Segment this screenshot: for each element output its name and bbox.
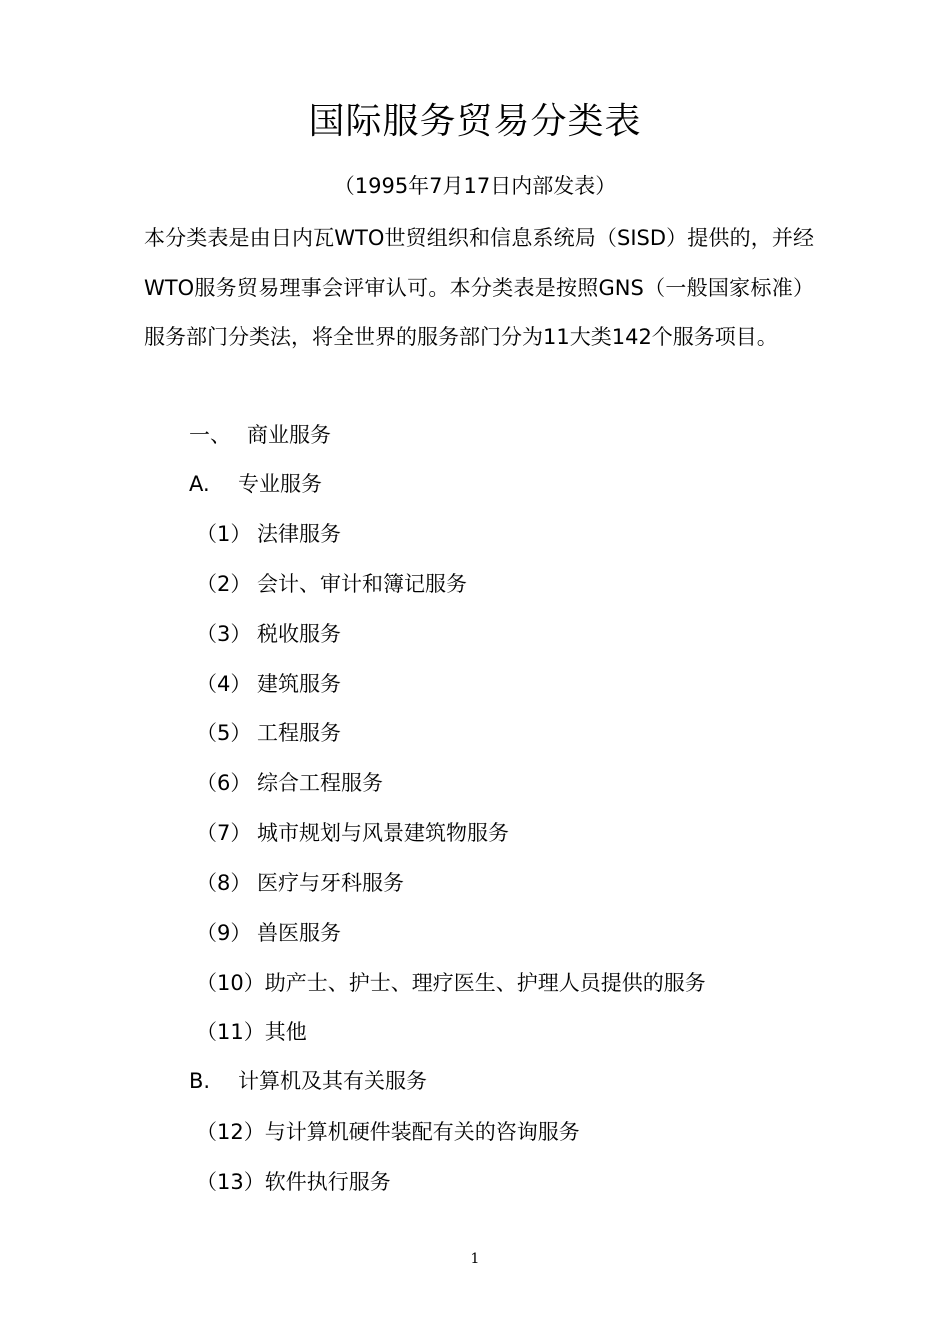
- list-item: [196, 966, 706, 1000]
- item-number: （4）: [196, 672, 252, 696]
- list-item: [196, 1115, 580, 1149]
- list-item: [196, 866, 404, 900]
- list-item: [196, 617, 341, 651]
- item-number: （3）: [196, 622, 252, 646]
- item-text: 法律服务: [257, 522, 341, 546]
- item-text: 税收服务: [257, 622, 341, 646]
- item-text: 建筑服务: [257, 672, 341, 696]
- page-number: 1: [470, 1251, 480, 1267]
- section-title: 商业服务: [247, 423, 331, 447]
- document-title: 国际服务贸易分类表: [308, 101, 642, 142]
- item-text: 软件执行服务: [264, 1170, 391, 1194]
- list-item: [196, 916, 341, 950]
- intro-paragraph: 本分类表是由日内瓦WTO世贸组织和信息系统局（SISD）提供的，并经WTO服务贸易理事会评审认可。本分类表是按照GNS（一般国家标准）服务部门分类法，将全世界的服务部门分为11大类142个服务项目。: [144, 226, 814, 349]
- item-text: 助产士、护士、理疗医生、护理人员提供的服务: [264, 971, 706, 995]
- item-number: （13）: [196, 1170, 265, 1194]
- list-item: [196, 766, 383, 800]
- item-number: （1）: [196, 522, 252, 546]
- item-number: （11）: [196, 1020, 265, 1044]
- item-text: 综合工程服务: [257, 771, 383, 795]
- item-text: 医疗与牙科服务: [257, 871, 404, 895]
- item-text: 与计算机硬件装配有关的咨询服务: [264, 1120, 580, 1144]
- subsection-letter: A.: [189, 472, 210, 496]
- item-number: （8）: [196, 871, 252, 895]
- document-subtitle: （1995年7月17日内部发表）: [333, 174, 617, 198]
- subsection-heading: [189, 467, 322, 501]
- item-text: 城市规划与风景建筑物服务: [257, 821, 509, 845]
- item-text: 工程服务: [257, 721, 341, 745]
- subsection-letter: B.: [189, 1069, 211, 1093]
- item-number: （10）: [196, 971, 265, 995]
- subsection-title: 计算机及其有关服务: [238, 1069, 427, 1093]
- section-number: 一、: [189, 423, 231, 447]
- list-item: [196, 517, 341, 551]
- item-number: （5）: [196, 721, 252, 745]
- list-item: [196, 667, 341, 701]
- list-item: [196, 816, 509, 850]
- list-item: [196, 567, 467, 601]
- item-number: （9）: [196, 921, 252, 945]
- list-item: [196, 1015, 307, 1049]
- item-number: （7）: [196, 821, 252, 845]
- subsection-title: 专业服务: [238, 472, 322, 496]
- item-text: 其他: [264, 1020, 307, 1044]
- subsection-heading: [189, 1064, 427, 1098]
- item-text: 会计、审计和簿记服务: [257, 572, 467, 596]
- list-item: [196, 1165, 391, 1199]
- list-item: [196, 716, 341, 750]
- item-text: 兽医服务: [257, 921, 341, 945]
- item-number: （2）: [196, 572, 252, 596]
- item-number: （12）: [196, 1120, 265, 1144]
- section-heading: [189, 418, 331, 452]
- item-number: （6）: [196, 771, 252, 795]
